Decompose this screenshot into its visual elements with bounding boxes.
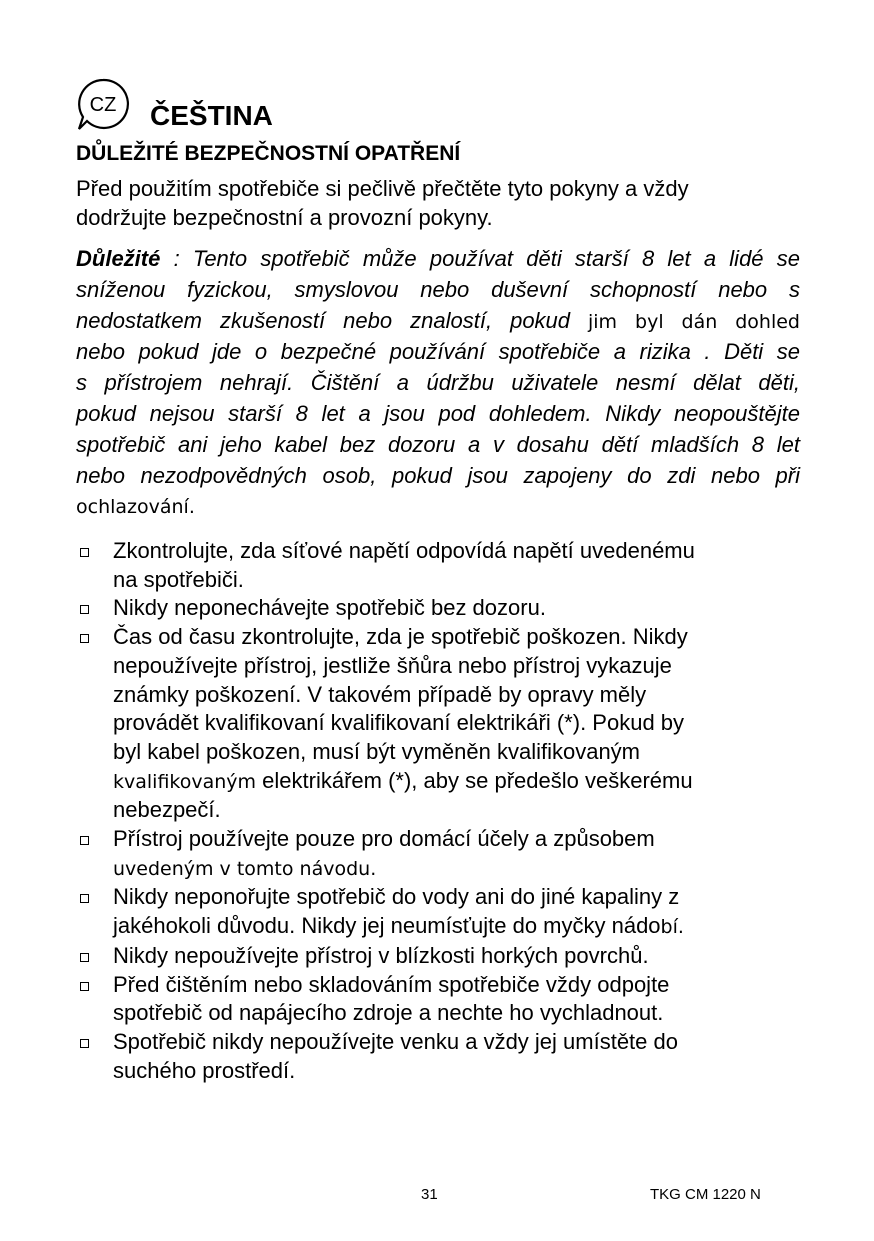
warning-line: spotřebič ani jeho kabel bez dozoru a v dosahu dětí mladších 8 let (76, 431, 800, 457)
list-item-line: spotřebič od napájecího zdroje a nechte ho vychladnout. (113, 1000, 664, 1026)
list-item-line: nepoužívejte přístroj, jestliže šňůra nebo přístroj vykazuje (113, 652, 672, 678)
warning-text: nedostatkem zkušeností nebo znalostí, pokud (76, 307, 571, 333)
list-item (76, 971, 800, 1028)
checkbox-bullet-icon (80, 982, 89, 991)
list-item (76, 537, 800, 594)
intro-line: dodržujte bezpečnostní a provozní pokyny. (76, 205, 493, 230)
list-item-line: provádět kvalifikovaní kvalifikovaní elektrikáři (*). Pokud by (113, 710, 685, 736)
list-item-text-plain: bí. (660, 916, 684, 939)
language-speech-bubble-icon (75, 76, 131, 132)
list-item (76, 623, 800, 825)
list-item-line: nebezpečí. (113, 797, 221, 823)
list-item-line: Nikdy neponechávejte spotřebič bez dozoru. (113, 595, 546, 621)
list-item-text: elektrikářem (*), aby se předešlo veškerému (256, 767, 693, 793)
section-heading: DŮLEŽITÉ BEZPEČNOSTNÍ OPATŘENÍ (76, 142, 461, 165)
warning-line (76, 491, 800, 523)
list-item-line: Čas od času zkontrolujte, zda je spotřebič poškozen. Nikdy (113, 624, 688, 650)
warning-line (76, 244, 800, 275)
list-item-line: suchého prostředí. (113, 1057, 296, 1083)
checkbox-bullet-icon (80, 894, 89, 903)
list-item-line: Zkontrolujte, zda síťové napětí odpovídá napětí uvedenému (113, 538, 695, 563)
language-title: ČEŠTINA (150, 100, 273, 131)
list-item-line: na spotřebiči. (113, 566, 244, 592)
checkbox-bullet-icon (80, 548, 89, 557)
list-item (76, 942, 800, 971)
page-number: 31 (421, 1186, 438, 1203)
list-item (76, 883, 800, 941)
warning-line: nebo pokud jde o bezpečné používání spotřebiče a rizika . Děti se (76, 339, 800, 365)
list-item-line (113, 767, 800, 797)
warning-line: s přístrojem nehrají. Čištění a údržbu uživatele nesmí dělat děti, (76, 370, 800, 396)
warning-text: : Tento spotřebič může používat děti starší 8 let a lidé se (160, 246, 800, 271)
list-item-line: známky poškození. V takovém případě by opravy měly (113, 681, 647, 707)
language-badge-text: CZ (89, 94, 117, 116)
warning-label: Důležité (76, 246, 161, 271)
list-item-text-plain: kvalifikovaným (113, 770, 257, 793)
warning-line: nebo nezodpovědných osob, pokud jsou zapojeny do zdi nebo při (76, 462, 800, 488)
list-item-text: jakéhokoli důvodu. Nikdy jej neumísťujte do myčky nádo (113, 913, 661, 939)
list-item-line (113, 854, 800, 884)
safety-instructions-list (76, 537, 800, 1085)
list-item-line: Spotřebič nikdy nepoužívejte venku a vždy jej umístěte do (113, 1028, 678, 1054)
list-item-line: Nikdy neponořujte spotřebič do vody ani do jiné kapaliny z (113, 884, 680, 910)
checkbox-bullet-icon (80, 836, 89, 845)
model-code: TKG CM 1220 N (650, 1186, 761, 1203)
list-item-line: Před čištěním nebo skladováním spotřebiče vždy odpojte (113, 971, 670, 997)
warning-text-plain: jim byl dán dohled (570, 310, 800, 333)
warning-line: sníženou fyzickou, smyslovou nebo duševní schopností nebo s (76, 276, 800, 302)
list-item (76, 594, 800, 623)
list-item (76, 1028, 800, 1085)
warning-text-plain: ochlazování. (76, 496, 195, 519)
warning-line (76, 306, 800, 338)
checkbox-bullet-icon (80, 1039, 89, 1048)
list-item-line: byl kabel poškozen, musí být vyměněn kvalifikovaným (113, 738, 641, 764)
list-item-text-plain: uvedeným v tomto návodu. (113, 857, 377, 880)
checkbox-bullet-icon (80, 634, 89, 643)
warning-line: pokud nejsou starší 8 let a jsou pod dohledem. Nikdy neopouštějte (76, 400, 800, 426)
list-item-line: Přístroj používejte pouze pro domácí účely a způsobem (113, 826, 655, 852)
list-item-line (113, 912, 800, 942)
important-warning-paragraph (76, 244, 800, 523)
checkbox-bullet-icon (80, 605, 89, 614)
intro-paragraph (76, 174, 796, 232)
checkbox-bullet-icon (80, 953, 89, 962)
list-item-line: Nikdy nepoužívejte přístroj v blízkosti horkých povrchů. (113, 942, 649, 968)
list-item (76, 825, 800, 883)
intro-line: Před použitím spotřebiče si pečlivě přečtěte tyto pokyny a vždy (76, 176, 689, 201)
